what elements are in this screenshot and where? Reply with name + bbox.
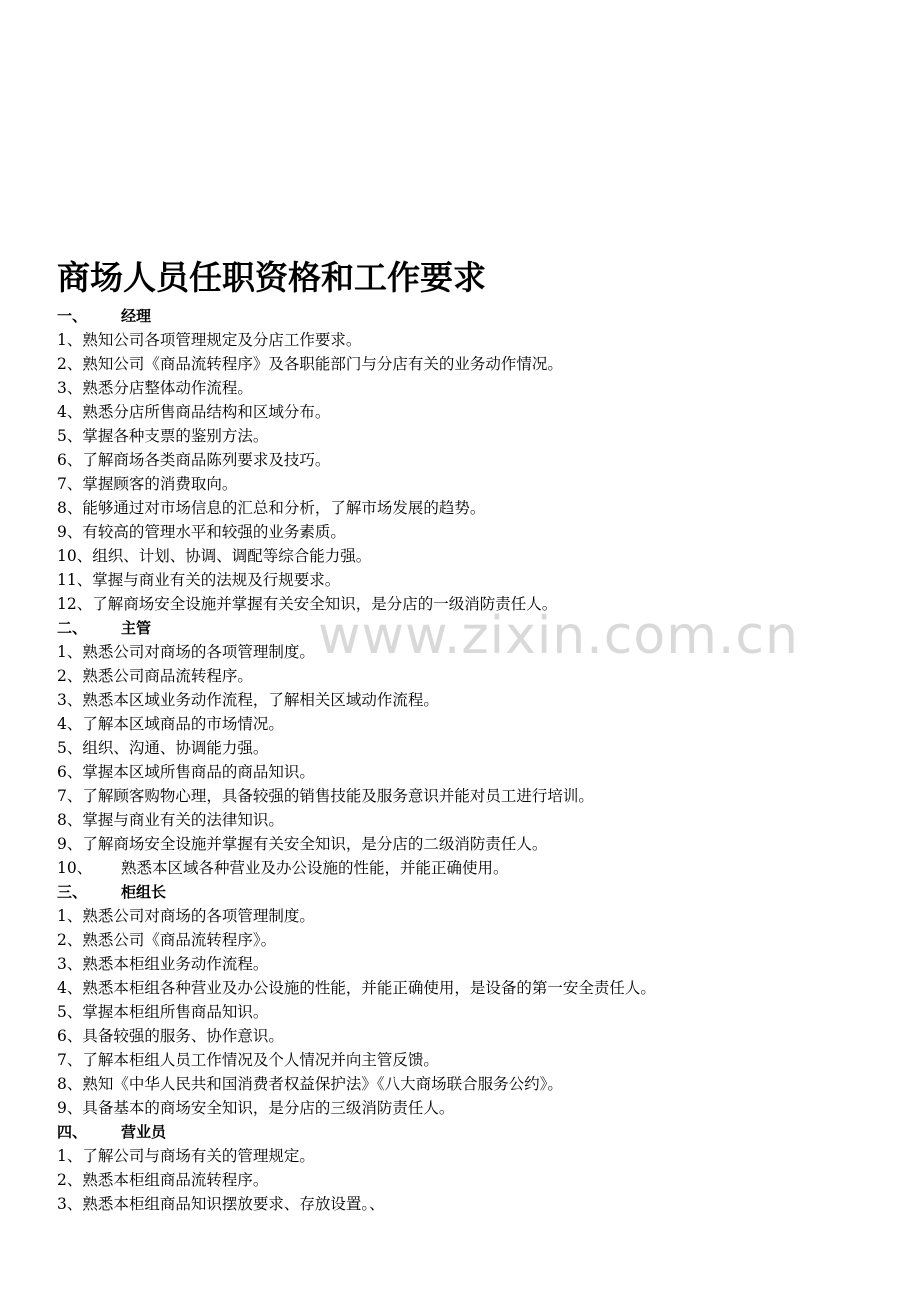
- section-number: 二、: [57, 619, 88, 637]
- list-item: 1、熟知公司各项管理规定及分店工作要求。: [57, 331, 362, 349]
- list-item: 2、熟悉本柜组商品流转程序。: [57, 1171, 269, 1189]
- document-page: [57, 252, 897, 1216]
- list-item: 9、有较高的管理水平和较强的业务素质。: [57, 523, 346, 541]
- list-item: 8、掌握与商业有关的法律知识。: [57, 811, 284, 829]
- section-heading: [57, 1120, 897, 1144]
- section-name: 经理: [121, 307, 152, 325]
- list-item: 6、具备较强的服务、协作意识。: [57, 1027, 284, 1045]
- watermark: www.zixin.com.cn: [318, 606, 799, 666]
- list-item: 2、熟悉公司商品流转程序。: [57, 667, 253, 685]
- list-item: 3、熟悉分店整体动作流程。: [57, 379, 253, 397]
- list-item: [57, 856, 897, 880]
- list-item: 7、了解顾客购物心理，具备较强的销售技能及服务意识并能对员工进行培训。: [57, 787, 594, 805]
- section-heading: [57, 880, 897, 904]
- list-item: 4、熟悉分店所售商品结构和区域分布。: [57, 403, 331, 421]
- section-name: 主管: [121, 619, 152, 637]
- list-item: 8、熟知《中华人民共和国消费者权益保护法》《八大商场联合服务公约》。: [57, 1075, 563, 1093]
- list-item: 1、熟悉公司对商场的各项管理制度。: [57, 907, 315, 925]
- list-item: 3、熟悉本柜组商品知识摆放要求、存放设置。、: [57, 1195, 385, 1213]
- list-item: 11、掌握与商业有关的法规及行规要求。: [57, 571, 341, 589]
- list-item: 2、熟知公司《商品流转程序》及各职能部门与分店有关的业务动作情况。: [57, 355, 563, 373]
- list-item: 5、组织、沟通、协调能力强。: [57, 739, 269, 757]
- list-item: 1、了解公司与商场有关的管理规定。: [57, 1147, 315, 1165]
- list-item: 8、能够通过对市场信息的汇总和分析，了解市场发展的趋势。: [57, 499, 486, 517]
- section-manager: [57, 304, 897, 616]
- list-item: 6、掌握本区域所售商品的商品知识。: [57, 763, 315, 781]
- section-heading: [57, 616, 897, 640]
- section-group-leader: [57, 880, 897, 1120]
- section-number: 四、: [57, 1123, 88, 1141]
- document-title: 商场人员任职资格和工作要求: [57, 258, 486, 297]
- list-item: 1、熟悉公司对商场的各项管理制度。: [57, 643, 315, 661]
- list-item: 3、熟悉本区域业务动作流程，了解相关区域动作流程。: [57, 691, 439, 709]
- section-name: 柜组长: [121, 883, 167, 901]
- section-number: 一、: [57, 307, 88, 325]
- list-item: 7、掌握顾客的消费取向。: [57, 475, 238, 493]
- list-item: 9、具备基本的商场安全知识，是分店的三级消防责任人。: [57, 1099, 455, 1117]
- list-item: 4、熟悉本柜组各种营业及办公设施的性能，并能正确使用，是设备的第一安全责任人。: [57, 979, 656, 997]
- list-item: 12、了解商场安全设施并掌握有关安全知识，是分店的一级消防责任人。: [57, 595, 558, 613]
- section-name: 营业员: [121, 1123, 167, 1141]
- list-item: 3、熟悉本柜组业务动作流程。: [57, 955, 269, 973]
- list-item: 5、掌握各种支票的鉴别方法。: [57, 427, 269, 445]
- list-item-text: 熟悉本区域各种营业及办公设施的性能，并能正确使用。: [121, 859, 509, 877]
- section-number: 三、: [57, 883, 88, 901]
- list-item: 2、熟悉公司《商品流转程序》。: [57, 931, 277, 949]
- list-item: 9、了解商场安全设施并掌握有关安全知识，是分店的二级消防责任人。: [57, 835, 548, 853]
- list-item: 4、了解本区域商品的市场情况。: [57, 715, 284, 733]
- section-heading: [57, 304, 897, 328]
- list-item: 10、组织、计划、协调、调配等综合能力强。: [57, 547, 372, 565]
- list-item: 6、了解商场各类商品陈列要求及技巧。: [57, 451, 331, 469]
- section-supervisor: [57, 616, 897, 880]
- list-item: 5、掌握本柜组所售商品知识。: [57, 1003, 269, 1021]
- list-item: 7、了解本柜组人员工作情况及个人情况并向主管反馈。: [57, 1051, 439, 1069]
- list-item-number: 10、: [57, 859, 93, 877]
- section-salesperson: [57, 1120, 897, 1216]
